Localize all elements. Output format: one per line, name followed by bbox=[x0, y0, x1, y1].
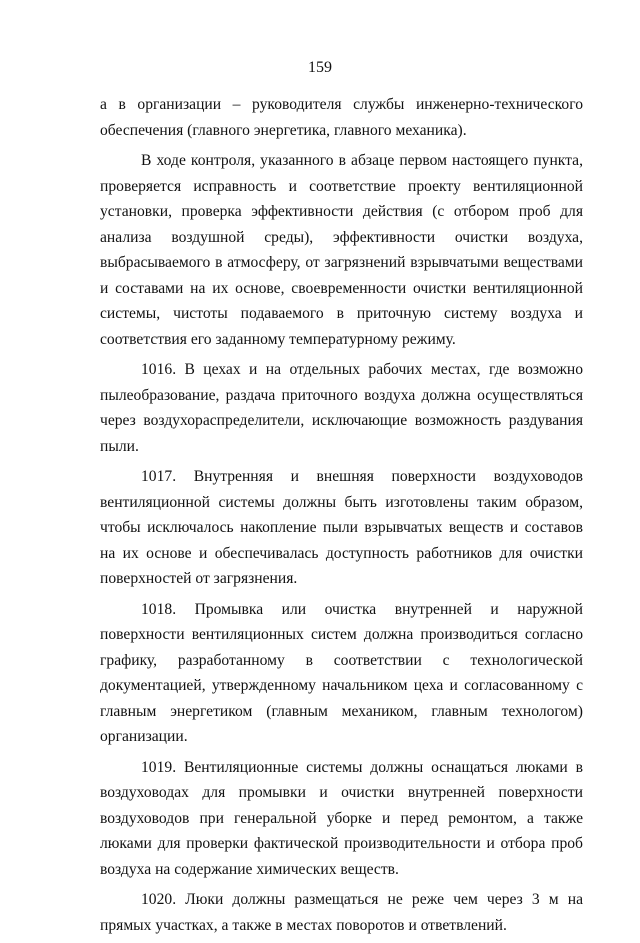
paragraph-1019: 1019. Вентиляционные системы должны оснащаться люками в воздуховодах для промывки и очистки внутренней поверхности воздуховодов при генеральной уборке и перед ремонтом, а также люками для проверки фактической производительности и отбора проб воздуха на содержание химических веществ. bbox=[100, 758, 583, 878]
paragraph-1016: 1016. В цехах и на отдельных рабочих местах, где возможно пылеобразование, раздача приточного воздуха должна осуществляться через воздухораспределители, исключающие возможность раздувания пыли. bbox=[100, 361, 583, 455]
paragraph-control-scope: В ходе контроля, указанного в абзаце первом настоящего пункта, проверяется исправность и соответствие проекту вентиляционной установки, проверка эффективности действия (с отбором проб для анализа воздушной среды), эффективности очистки воздуха, выбрасываемого в атмосферу, от загрязнений взрывчатыми веществами и составами на их основе, своевременности очистки вентиляционной системы, чистоты подаваемого в приточную систему воздуха и соответствия его заданному температурному режиму. bbox=[100, 152, 583, 348]
document-body bbox=[100, 92, 583, 943]
paragraph-1018: 1018. Промывка или очистка внутренней и наружной поверхности вентиляционных систем должна производиться согласно графику, разработанному в соответствии с технологической документацией, утвержденному начальником цеха и согласованному с главным энергетиком (главным механиком, главным технологом) организации. bbox=[100, 600, 583, 745]
paragraph-continuation: а в организации – руководителя службы инженерно-технического обеспечения (главного энергетика, главного механика). bbox=[100, 96, 583, 139]
paragraph-1020: 1020. Люки должны размещаться не реже чем через 3 м на прямых участках, а также в местах поворотов и ответвлений. bbox=[100, 891, 583, 934]
page-number: 159 bbox=[308, 59, 332, 76]
paragraph-1017: 1017. Внутренняя и внешняя поверхности воздуховодов вентиляционной системы должны быть изготовлены таким образом, чтобы исключалось накопление пыли взрывчатых веществ и составов на их основе и обеспечивалась доступность работников для очистки поверхностей от загрязнения. bbox=[100, 468, 583, 587]
